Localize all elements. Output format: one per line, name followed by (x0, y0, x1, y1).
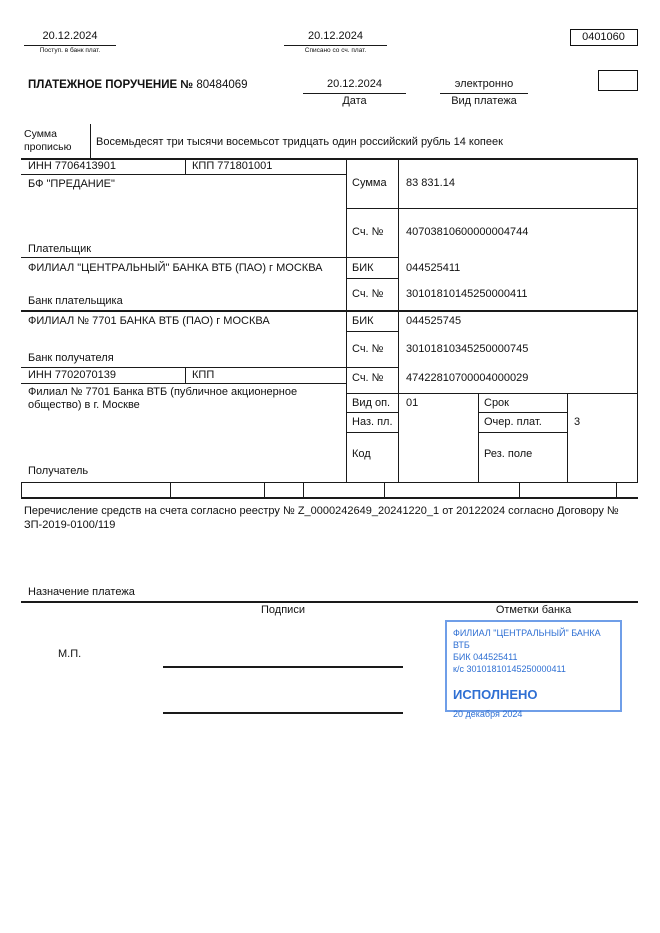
signature-line-2 (163, 712, 403, 714)
payer-account: 40703810600000004744 (406, 226, 529, 238)
registry-cell-border (616, 482, 617, 497)
line-under-payer-bank (21, 310, 638, 312)
payee-bank-account: 30101810345250000745 (406, 343, 529, 355)
registry-cell-border (264, 482, 265, 497)
payer-bank-account-label: Сч. № (352, 288, 384, 300)
doc-date-label: Дата (342, 95, 367, 107)
payee-bank-name: ФИЛИАЛ № 7701 БАНКА ВТБ (ПАО) г МОСКВА (28, 315, 270, 327)
col-divider-values (398, 158, 399, 482)
form-code: 0401060 (582, 31, 625, 43)
line-under-payer-inn (21, 174, 346, 175)
payee-account-label: Сч. № (352, 372, 384, 384)
payer-bank-bik-label: БИК (352, 262, 374, 274)
priority-value: 3 (574, 416, 581, 428)
payment-kind-underline (440, 93, 528, 94)
payer-inn-kpp-divider (185, 158, 186, 174)
stamp-status: ИСПОЛНЕНО (453, 687, 538, 702)
code-label: Код (352, 448, 371, 460)
payer-bank-name: ФИЛИАЛ "ЦЕНТРАЛЬНЫЙ" БАНКА ВТБ (ПАО) г МОСКВА (28, 262, 323, 274)
amount-words-value: Восемьдесят три тысячи восемьсот тридцать один российский рубль 14 копеек (96, 136, 503, 148)
table-right-border (637, 158, 638, 482)
date-received-label: Поступ. в банк плат. (39, 47, 101, 54)
priority-label: Очер. плат. (484, 416, 542, 428)
grid-divider-1 (478, 393, 479, 482)
stamp-bik: БИК 044525411 (453, 652, 518, 662)
date-debited: 20.12.2024 (307, 30, 364, 42)
line-under-payeebank-bik (346, 331, 398, 332)
stamp-corr-account: к/с 30101810145250000411 (453, 664, 566, 674)
payee-inn: ИНН 7702070139 (28, 369, 117, 381)
line-above-op-grid (346, 393, 638, 394)
payer-bank-bik: 044525411 (406, 262, 461, 274)
line-under-purpose-label (21, 601, 638, 603)
date-debited-underline (284, 45, 387, 46)
date-received: 20.12.2024 (42, 30, 98, 42)
payee-bank-bik: 044525745 (406, 315, 462, 327)
date-received-underline (24, 45, 116, 46)
form-code-box (570, 29, 638, 46)
payee-account: 47422810700004000029 (406, 372, 529, 384)
registry-cell-border (21, 482, 22, 497)
pay-purpose-code-label: Наз. пл. (352, 416, 393, 428)
date-debited-label: Списано со сч. плат. (304, 47, 367, 54)
amount-words-divider (90, 124, 91, 158)
payment-kind: электронно (454, 78, 514, 90)
amount-words-label: Сумма прописью (24, 128, 72, 153)
mp-label: М.П. (58, 648, 82, 660)
payee-kpp: КПП (192, 369, 215, 381)
line-under-payee-bank (21, 367, 398, 368)
purpose-label: Назначение платежа (28, 586, 135, 598)
registry-cell-border (170, 482, 171, 497)
doc-date-underline (303, 93, 406, 94)
signatures-label: Подписи (261, 604, 305, 616)
bank-stamp (445, 620, 622, 719)
registry-cell-border (303, 482, 304, 497)
doc-date: 20.12.2024 (326, 78, 383, 90)
line-under-payer (21, 257, 398, 258)
stamp-bank-name: ФИЛИАЛ "ЦЕНТРАЛЬНЫЙ" БАНКА ВТБ (453, 628, 601, 650)
purpose-text: Перечисление средств на счета согласно реестру № Z_0000242649_20241220_1 от 20122024 согласно Договору № ЗП-2019-0100/119 (24, 505, 619, 531)
line-op-grid-a (346, 412, 398, 413)
signature-line-1 (163, 666, 403, 668)
payer-name: БФ "ПРЕДАНИЕ" (28, 178, 115, 190)
payer-inn: ИНН 7706413901 (28, 160, 117, 172)
payer-bank-label: Банк плательщика (28, 295, 123, 307)
line-op-grid-c (346, 432, 398, 433)
payee-label: Получатель (28, 465, 89, 477)
payer-bank-account: 30101810145250000411 (406, 288, 528, 300)
registry-row-bottom-border (21, 497, 638, 499)
registry-cell-border (519, 482, 520, 497)
line-under-amount-cell (346, 208, 638, 209)
payer-kpp: КПП 771801001 (192, 160, 273, 172)
amount-value: 83 831.14 (406, 177, 455, 189)
line-under-payerbank-bik (346, 278, 398, 279)
line-op-grid-b (478, 412, 567, 413)
doc-title: ПЛАТЕЖНОЕ ПОРУЧЕНИЕ № (28, 79, 194, 91)
payment-kind-label: Вид платежа (451, 95, 517, 107)
payee-name: Филиал № 7701 Банка ВТБ (публичное акционерное общество) в г. Москве (28, 386, 298, 411)
registry-cell-border (384, 482, 385, 497)
payee-bank-account-label: Сч. № (352, 343, 384, 355)
table-bottom-border (21, 482, 638, 483)
payee-bank-label: Банк получателя (28, 352, 114, 364)
amount-label: Сумма (352, 177, 387, 189)
bank-marks-label: Отметки банка (495, 604, 572, 616)
payee-inn-kpp-divider (185, 367, 186, 383)
payee-bank-bik-label: БИК (352, 315, 374, 327)
col-divider-labels (346, 158, 347, 482)
payer-account-label: Сч. № (352, 226, 384, 238)
op-kind-label: Вид оп. (352, 397, 391, 409)
grid-divider-2 (567, 393, 568, 482)
doc-number: 80484069 (196, 79, 248, 91)
reserve-label: Рез. поле (484, 448, 533, 460)
op-kind-value: 01 (406, 397, 419, 409)
stamp-date: 20 декабря 2024 (453, 709, 523, 719)
term-label: Срок (484, 397, 509, 409)
status-code-box (598, 70, 638, 91)
line-op-grid-d (478, 432, 567, 433)
payer-label: Плательщик (28, 243, 92, 255)
line-under-payee-inn (21, 383, 346, 384)
